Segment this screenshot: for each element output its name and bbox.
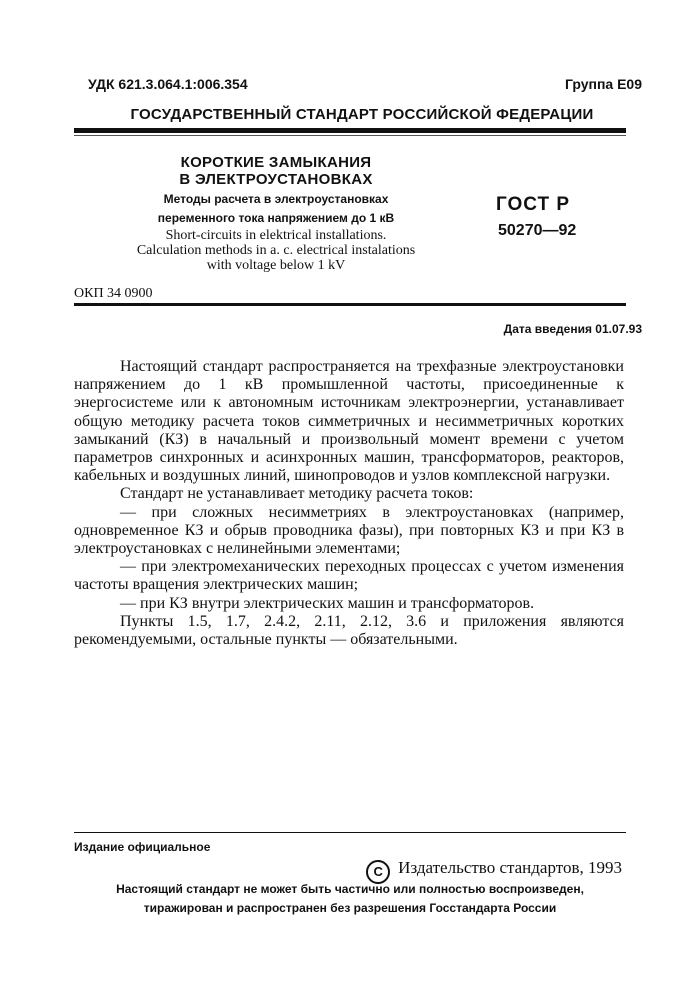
bottom-divider xyxy=(74,832,626,833)
paragraph-scope: Настоящий стандарт распространяется на трехфазные электроустановки напряжением до 1 кВ промышленной частоты, присоединенные к энергосистеме или к автономным источникам электроэнергии, устанавливает общую методику расчета токов симметричных и несимметричных коротких замыканий (КЗ) в начальный и произвольный момент времени с учетом параметров синхронных и асинхронных машин, трансформаторов, реакторов, кабельных и воздушных линий, шинопроводов и узлов комплексной нагрузки. xyxy=(74,358,624,485)
title-line-2: В ЭЛЕКТРОУСТАНОВКАХ xyxy=(179,171,373,188)
subtitle-line-1: Методы расчета в электроустановках xyxy=(163,192,389,206)
okp-code: ОКП 34 0900 xyxy=(74,286,153,301)
udk-code: УДК 621.3.064.1:006.354 xyxy=(88,76,248,92)
document-body xyxy=(74,358,624,649)
official-edition-label: Издание официальное xyxy=(74,840,211,854)
notice-line-1: Настоящий стандарт не может быть частично или полностью воспроизведен, xyxy=(116,882,584,896)
publisher-text: Издательство стандартов, 1993 xyxy=(398,858,622,877)
reproduction-notice xyxy=(74,880,626,918)
paragraph-exclusions: Стандарт не устанавливает методику расчета токов: xyxy=(120,485,474,503)
subtitle-line-2: переменного тока напряжением до 1 кВ xyxy=(157,211,395,225)
top-divider xyxy=(74,128,626,133)
title-line-1: КОРОТКИЕ ЗАМЫКАНИЯ xyxy=(180,154,372,171)
exclusion-item-2: — при электромеханических переходных процессах с учетом изменения частоты вращения электрических машин; xyxy=(74,558,624,594)
exclusion-item-1: — при сложных несимметриях в электроустановках (например, одновременное КЗ и обрыв проводника фазы), при повторных КЗ и при КЗ в электроустановках с нелинейными элементами; xyxy=(74,503,624,558)
middle-divider xyxy=(74,303,626,306)
english-title-line-1: Short-circuits in elektrical installations. xyxy=(165,228,387,243)
english-title-line-2: Calculation methods in a. c. electrical instalations xyxy=(136,243,416,258)
paragraph-clauses: Пункты 1.5, 1.7, 2.4.2, 2.11, 2.12, 3.6 и приложения являются рекомендуемыми, остальные пункты — обязательными. xyxy=(74,612,624,649)
introduction-date: Дата введения 01.07.93 xyxy=(503,322,642,336)
top-divider-thin xyxy=(74,135,626,136)
state-standard-heading: ГОСУДАРСТВЕННЫЙ СТАНДАРТ РОССИЙСКОЙ ФЕДЕРАЦИИ xyxy=(130,106,594,123)
exclusion-item-3: — при КЗ внутри электрических машин и трансформаторов. xyxy=(120,594,535,612)
document-title-block xyxy=(100,154,452,273)
gost-number: 50270—92 xyxy=(498,222,577,239)
group-code: Группа Е09 xyxy=(564,76,642,92)
english-title-line-3: with voltage below 1 kV xyxy=(206,258,346,273)
copyright-icon: C xyxy=(366,860,390,884)
gost-label: ГОСТ Р xyxy=(496,194,571,215)
notice-line-2: тиражирован и распространен без разрешения Госстандарта России xyxy=(143,901,557,915)
